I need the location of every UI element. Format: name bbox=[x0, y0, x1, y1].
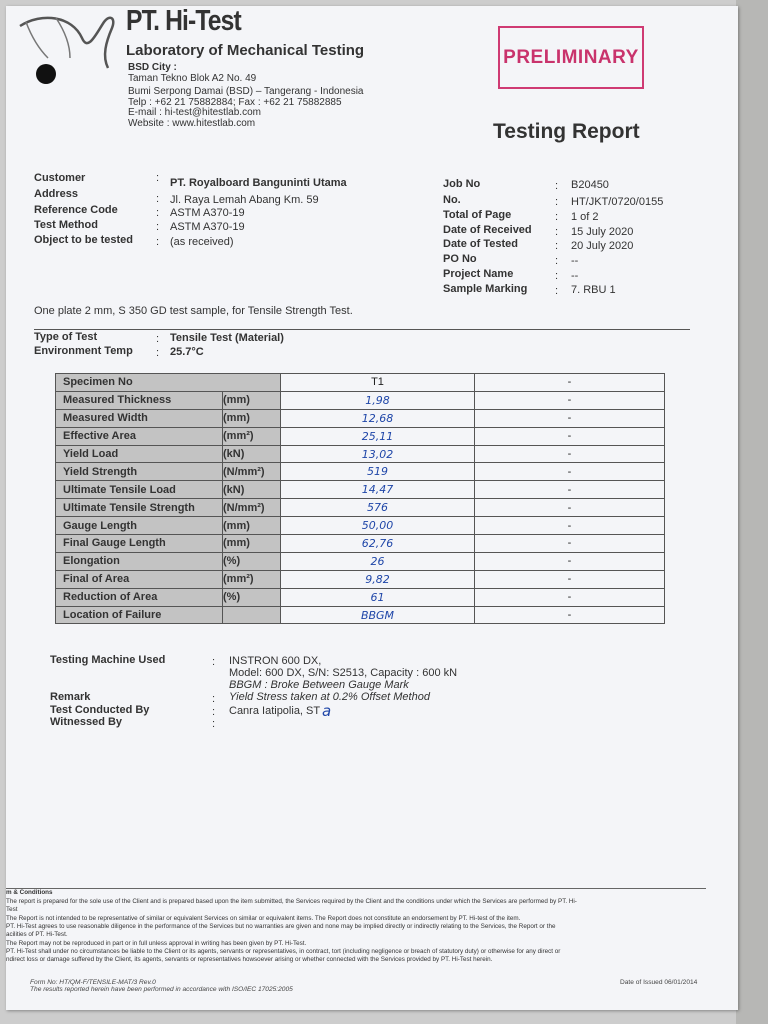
colon: : bbox=[555, 211, 559, 223]
address-label: Address bbox=[34, 188, 79, 200]
specimen-no-header: Specimen No bbox=[56, 374, 281, 392]
table-row bbox=[56, 499, 665, 517]
machine-line2: Model: 600 DX, S/N: S2513, Capacity : 600 kN bbox=[229, 667, 458, 679]
terms-line: ndirect loss or damage suffered by the Client, its agents, servants or representatives howsoever arising or whether connected with the Services provided by PT. Hi-Test herein. bbox=[6, 956, 493, 963]
row-other-value: - bbox=[475, 499, 665, 517]
specimen-table bbox=[55, 373, 665, 624]
row-t1-value: 12,68 bbox=[281, 409, 475, 427]
colon: : bbox=[156, 236, 160, 248]
row-unit: (N/mm²) bbox=[223, 499, 281, 517]
row-unit: (kN) bbox=[223, 481, 281, 499]
table-row bbox=[56, 552, 665, 570]
object-value: (as received) bbox=[170, 236, 234, 248]
colon: : bbox=[555, 196, 559, 208]
row-name: Ultimate Tensile Load bbox=[56, 481, 223, 499]
colon: : bbox=[212, 706, 216, 718]
colon: : bbox=[555, 240, 559, 252]
website-link[interactable]: Website : www.hitestlab.com bbox=[128, 118, 256, 129]
colon: : bbox=[156, 172, 160, 184]
table-row bbox=[56, 481, 665, 499]
colon: : bbox=[212, 656, 216, 668]
stamp-text: PRELIMINARY bbox=[503, 46, 639, 68]
date-tested-value: 20 July 2020 bbox=[571, 240, 634, 252]
row-other-value: - bbox=[475, 517, 665, 535]
terms-line: The report is prepared for the sole use of the Client and is prepared based upon the item submitted, the Services required by the Client and the conditions under which the Services are performed by PT. Hi- bbox=[6, 898, 577, 905]
terms-line: Test bbox=[6, 906, 18, 913]
email-link[interactable]: E-mail : hi-test@hitestlab.com bbox=[128, 107, 261, 118]
address-value: Jl. Raya Lemah Abang Km. 59 bbox=[170, 194, 319, 206]
address-line: BSD City : bbox=[128, 62, 177, 73]
colon: : bbox=[156, 221, 160, 233]
row-name: Effective Area bbox=[56, 427, 223, 445]
row-unit: (mm) bbox=[223, 391, 281, 409]
colon: : bbox=[555, 180, 559, 192]
row-t1-value: 14,47 bbox=[281, 481, 475, 499]
date-received-label: Date of Received bbox=[443, 224, 532, 236]
table-row bbox=[56, 445, 665, 463]
table-header-row bbox=[56, 374, 665, 392]
terms-line: acilities of PT. Hi-Test. bbox=[6, 931, 68, 938]
row-name: Measured Width bbox=[56, 409, 223, 427]
table-row bbox=[56, 409, 665, 427]
row-name: Final Gauge Length bbox=[56, 535, 223, 553]
colon: : bbox=[212, 718, 216, 730]
preliminary-stamp bbox=[498, 26, 644, 89]
row-t1-value: 62,76 bbox=[281, 535, 475, 553]
row-other-value: - bbox=[475, 535, 665, 553]
object-label: Object to be tested bbox=[34, 234, 134, 246]
row-name: Final of Area bbox=[56, 570, 223, 588]
colon: : bbox=[156, 347, 160, 359]
row-unit: (kN) bbox=[223, 445, 281, 463]
other-header: - bbox=[475, 374, 665, 392]
row-other-value: - bbox=[475, 463, 665, 481]
colon: : bbox=[212, 693, 216, 705]
divider bbox=[34, 329, 690, 330]
total-page-label: Total of Page bbox=[443, 209, 512, 221]
row-t1-value: 26 bbox=[281, 552, 475, 570]
row-name: Elongation bbox=[56, 552, 223, 570]
terms-line: PT. Hi-Test shall under no circumstances be liable to the Client or its agents, servants or representatives, in contract, tort (including negligence or breach of statutory duty) or otherwise for any direct or bbox=[6, 948, 561, 955]
address-line: Bumi Serpong Damai (BSD) – Tangerang - Indonesia bbox=[128, 86, 364, 97]
terms-title: m & Conditions bbox=[6, 889, 53, 896]
row-t1-value: 50,00 bbox=[281, 517, 475, 535]
date-received-value: 15 July 2020 bbox=[571, 226, 634, 238]
row-name: Yield Load bbox=[56, 445, 223, 463]
terms-divider bbox=[6, 888, 706, 889]
project-name-label: Project Name bbox=[443, 268, 514, 280]
customer-label: Customer bbox=[34, 172, 86, 184]
row-other-value: - bbox=[475, 409, 665, 427]
table-row bbox=[56, 391, 665, 409]
sample-marking-value: 7. RBU 1 bbox=[571, 284, 616, 296]
sample-marking-label: Sample Marking bbox=[443, 283, 528, 295]
witnessed-by-label: Witnessed By bbox=[50, 716, 123, 728]
remark-label: Remark bbox=[50, 691, 91, 703]
row-unit: (mm²) bbox=[223, 570, 281, 588]
colon: : bbox=[555, 270, 559, 282]
scanner-background bbox=[736, 0, 768, 1024]
row-name: Reduction of Area bbox=[56, 588, 223, 606]
row-other-value: - bbox=[475, 445, 665, 463]
table-row bbox=[56, 588, 665, 606]
row-t1-value: 576 bbox=[281, 499, 475, 517]
row-name: Ultimate Tensile Strength bbox=[56, 499, 223, 517]
row-unit: (mm²) bbox=[223, 427, 281, 445]
row-other-value: - bbox=[475, 481, 665, 499]
row-unit: (%) bbox=[223, 552, 281, 570]
row-name: Yield Strength bbox=[56, 463, 223, 481]
table-row bbox=[56, 427, 665, 445]
form-number: Form No: HT/QM-F/TENSILE-MAT/3 Rev.0 bbox=[30, 979, 156, 986]
date-issued: Date of Issued 06/01/2014 bbox=[620, 979, 698, 986]
report-no-label: No. bbox=[443, 194, 461, 206]
handwritten-initial: a bbox=[322, 702, 332, 720]
row-t1-value: 519 bbox=[281, 463, 475, 481]
row-t1-value: 1,98 bbox=[281, 391, 475, 409]
conducted-by-label: Test Conducted By bbox=[50, 704, 150, 716]
row-t1-value: 61 bbox=[281, 588, 475, 606]
po-no-value: -- bbox=[571, 255, 579, 267]
total-page-value: 1 of 2 bbox=[571, 211, 599, 223]
row-unit: (N/mm²) bbox=[223, 463, 281, 481]
table-row bbox=[56, 463, 665, 481]
table-row bbox=[56, 606, 665, 624]
lab-name: Laboratory of Mechanical Testing bbox=[126, 42, 365, 59]
row-other-value: - bbox=[475, 552, 665, 570]
colon: : bbox=[555, 226, 559, 238]
row-t1-value: 25,11 bbox=[281, 427, 475, 445]
table-row bbox=[56, 570, 665, 588]
test-method-value: ASTM A370-19 bbox=[170, 221, 245, 233]
company-logo bbox=[12, 8, 120, 88]
customer-value: PT. Royalboard Banguninti Utama bbox=[170, 177, 347, 189]
row-t1-value: 9,82 bbox=[281, 570, 475, 588]
terms-line: The Report may not be reproduced in part or in full unless approval in writing has been given by PT. Hi-Test. bbox=[6, 940, 307, 947]
terms-line: PT. Hi-Test agrees to use reasonable diligence in the performance of the Services but no warranties are given and none may be implied directly or indirectly relating to the Services, the Report or the bbox=[6, 923, 556, 930]
row-unit bbox=[223, 606, 281, 624]
report-no-value: HT/JKT/0720/0155 bbox=[571, 196, 664, 208]
terms-line: The Report is not intended to be representative of similar or equivalent Services on similar or equivalent items. The Report does not constitute an endorsement by PT. Hi-test of the item. bbox=[6, 915, 521, 922]
row-unit: (mm) bbox=[223, 517, 281, 535]
colon: : bbox=[156, 207, 160, 219]
job-no-value: B20450 bbox=[571, 179, 609, 191]
row-unit: (mm) bbox=[223, 409, 281, 427]
row-unit: (%) bbox=[223, 588, 281, 606]
machine-label: Testing Machine Used bbox=[50, 654, 166, 666]
table-row bbox=[56, 517, 665, 535]
bbgm-note: BBGM : Broke Between Gauge Mark bbox=[229, 679, 409, 691]
reference-code-value: ASTM A370-19 bbox=[170, 207, 245, 219]
address-line: Taman Tekno Blok A2 No. 49 bbox=[128, 73, 257, 84]
sample-description: One plate 2 mm, S 350 GD test sample, for Tensile Strength Test. bbox=[34, 305, 353, 317]
colon: : bbox=[555, 255, 559, 267]
remark-value: Yield Stress taken at 0.2% Offset Method bbox=[229, 691, 430, 703]
conducted-by-value: Canra Iatipolia, ST bbox=[229, 705, 321, 717]
row-unit: (mm) bbox=[223, 535, 281, 553]
row-name: Location of Failure bbox=[56, 606, 223, 624]
test-method-label: Test Method bbox=[34, 219, 98, 231]
row-other-value: - bbox=[475, 588, 665, 606]
po-no-label: PO No bbox=[443, 253, 477, 265]
row-other-value: - bbox=[475, 427, 665, 445]
report-title: Testing Report bbox=[493, 120, 640, 143]
project-name-value: -- bbox=[571, 270, 579, 282]
colon: : bbox=[555, 285, 559, 297]
company-name: PT. Hi-Test bbox=[126, 5, 241, 37]
colon: : bbox=[156, 193, 160, 205]
address-line: Telp : +62 21 75882884; Fax : +62 21 75882885 bbox=[128, 97, 342, 108]
environment-temp-label: Environment Temp bbox=[34, 345, 133, 357]
type-of-test-value: Tensile Test (Material) bbox=[170, 332, 284, 344]
row-other-value: - bbox=[475, 570, 665, 588]
row-t1-value: 13,02 bbox=[281, 445, 475, 463]
row-other-value: - bbox=[475, 391, 665, 409]
row-other-value: - bbox=[475, 606, 665, 624]
accreditation-note: The results reported herein have been performed in accordance with ISO/IEC 17025:2005 bbox=[30, 986, 293, 993]
reference-code-label: Reference Code bbox=[34, 204, 118, 216]
environment-temp-value: 25.7°C bbox=[170, 346, 204, 358]
row-t1-value: BBGM bbox=[281, 606, 475, 624]
type-of-test-label: Type of Test bbox=[34, 331, 98, 343]
row-name: Gauge Length bbox=[56, 517, 223, 535]
machine-line1: INSTRON 600 DX, bbox=[229, 655, 322, 667]
row-name: Measured Thickness bbox=[56, 391, 223, 409]
table-row bbox=[56, 535, 665, 553]
date-tested-label: Date of Tested bbox=[443, 238, 518, 250]
t1-header: T1 bbox=[281, 374, 475, 392]
job-no-label: Job No bbox=[443, 178, 481, 190]
colon: : bbox=[156, 333, 160, 345]
